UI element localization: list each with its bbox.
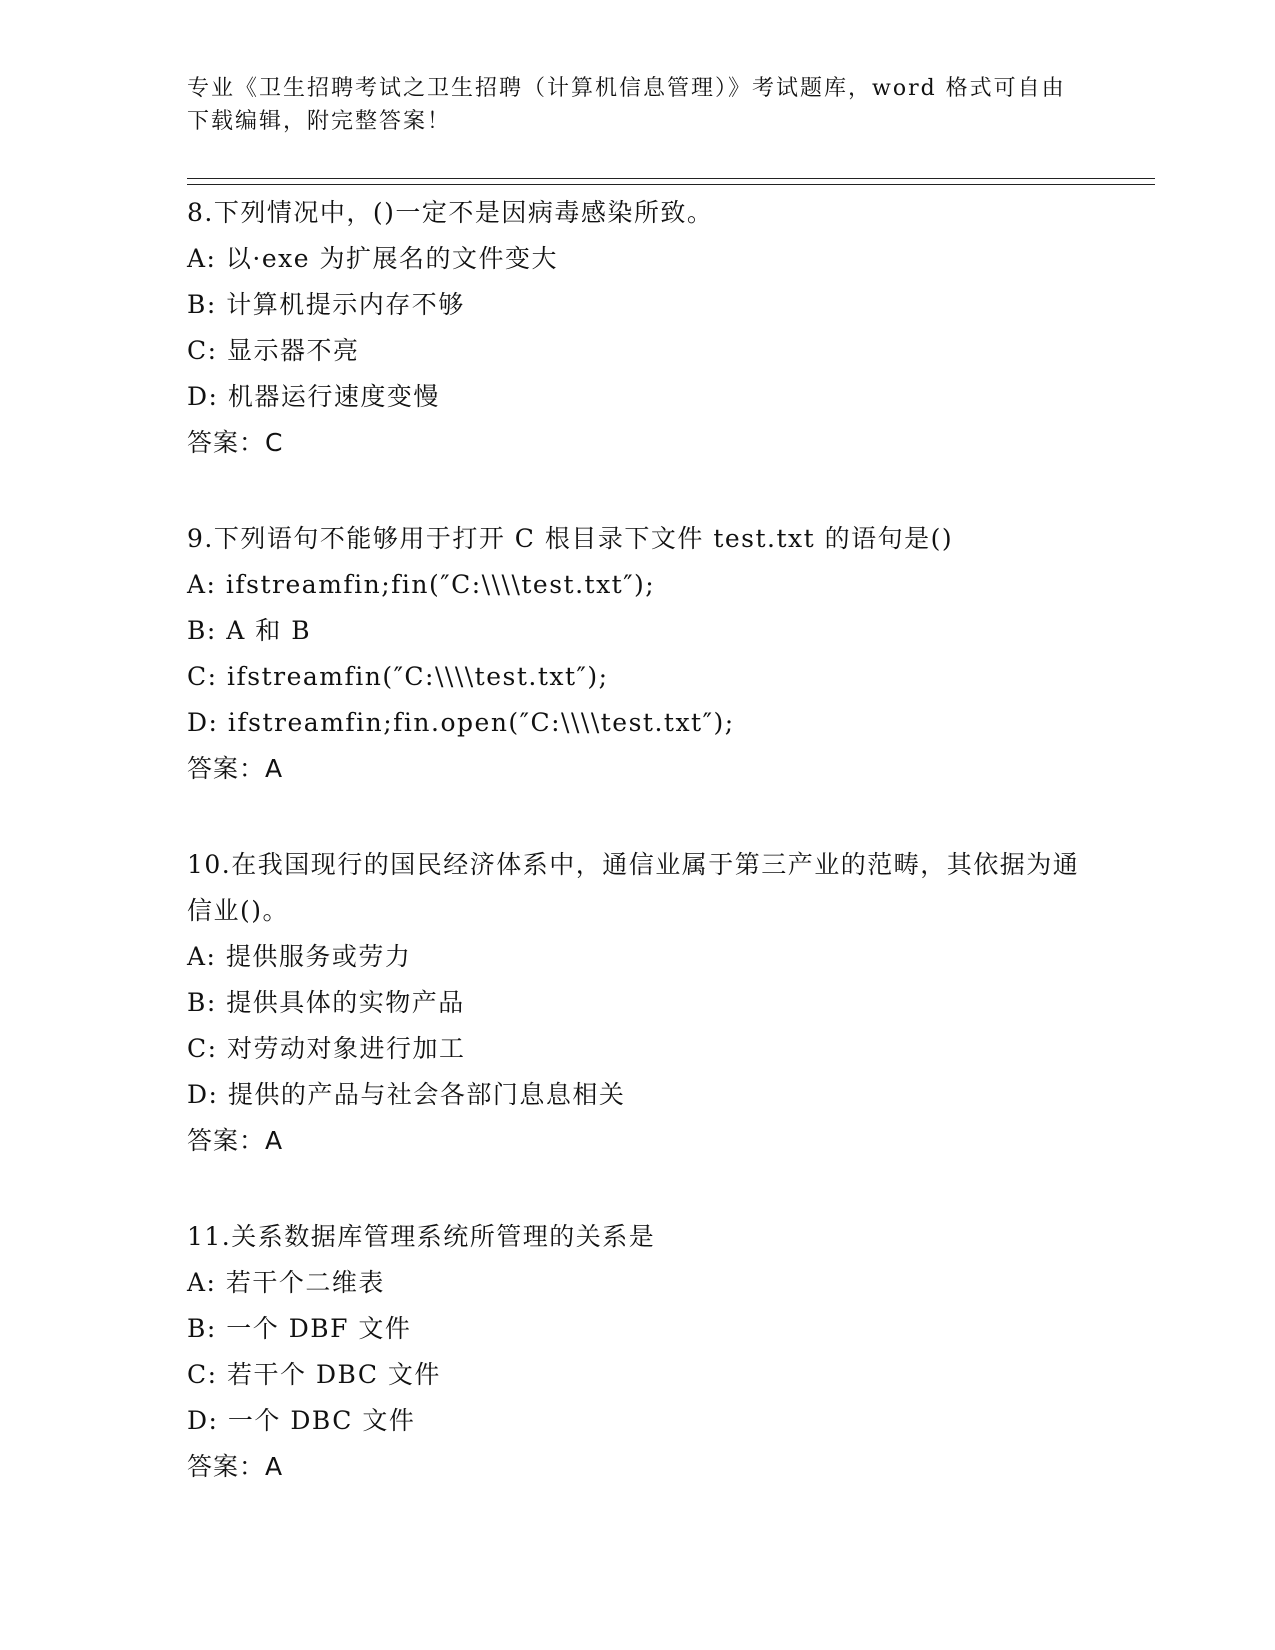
option-c: C: ifstreamfin(″C:\\\\test.txt″); — [187, 662, 609, 691]
question-stem: 8.下列情况中，()一定不是因病毒感染所致。 — [187, 198, 714, 227]
document-header: 专业《卫生招聘考试之卫生招聘（计算机信息管理）》考试题库，word 格式可自由下载编辑，附完整答案！ — [187, 76, 1066, 134]
question-stem: 9.下列语句不能够用于打开 C 根目录下文件 test.txt 的语句是() — [187, 524, 954, 553]
question-stem: 11.关系数据库管理系统所管理的关系是 — [187, 1222, 656, 1251]
answer-label: 答案：A — [187, 1126, 284, 1155]
option-a: A: 若干个二维表 — [187, 1268, 385, 1297]
question-8 — [187, 190, 1087, 466]
option-b: B: 一个 DBF 文件 — [187, 1314, 412, 1343]
answer-label: 答案：A — [187, 754, 284, 783]
question-10 — [187, 842, 1087, 1164]
option-c: C: 显示器不亮 — [187, 336, 360, 365]
option-a: A: ifstreamfin;fin(″C:\\\\test.txt″); — [187, 570, 656, 599]
question-list — [187, 190, 1087, 1490]
option-d: D: 一个 DBC 文件 — [187, 1406, 416, 1435]
answer-label: 答案：A — [187, 1452, 284, 1481]
question-11 — [187, 1214, 1087, 1490]
option-b: B: 提供具体的实物产品 — [187, 988, 465, 1017]
option-b: B: 计算机提示内存不够 — [187, 290, 465, 319]
question-9 — [187, 516, 1087, 792]
option-b: B: A 和 B — [187, 616, 312, 645]
header-divider-top — [187, 178, 1155, 179]
option-c: C: 对劳动对象进行加工 — [187, 1034, 466, 1063]
option-d: D: 机器运行速度变慢 — [187, 382, 440, 411]
option-c: C: 若干个 DBC 文件 — [187, 1360, 441, 1389]
option-a: A: 提供服务或劳力 — [187, 942, 412, 971]
answer-label: 答案：C — [187, 428, 284, 457]
header-divider-bottom — [187, 184, 1155, 185]
option-d: D: ifstreamfin;fin.open(″C:\\\\test.txt″); — [187, 708, 735, 737]
option-a: A: 以·exe 为扩展名的文件变大 — [187, 244, 559, 273]
question-stem: 10.在我国现行的国民经济体系中，通信业属于第三产业的范畴，其依据为通信业()。 — [187, 850, 1080, 925]
option-d: D: 提供的产品与社会各部门息息相关 — [187, 1080, 626, 1109]
